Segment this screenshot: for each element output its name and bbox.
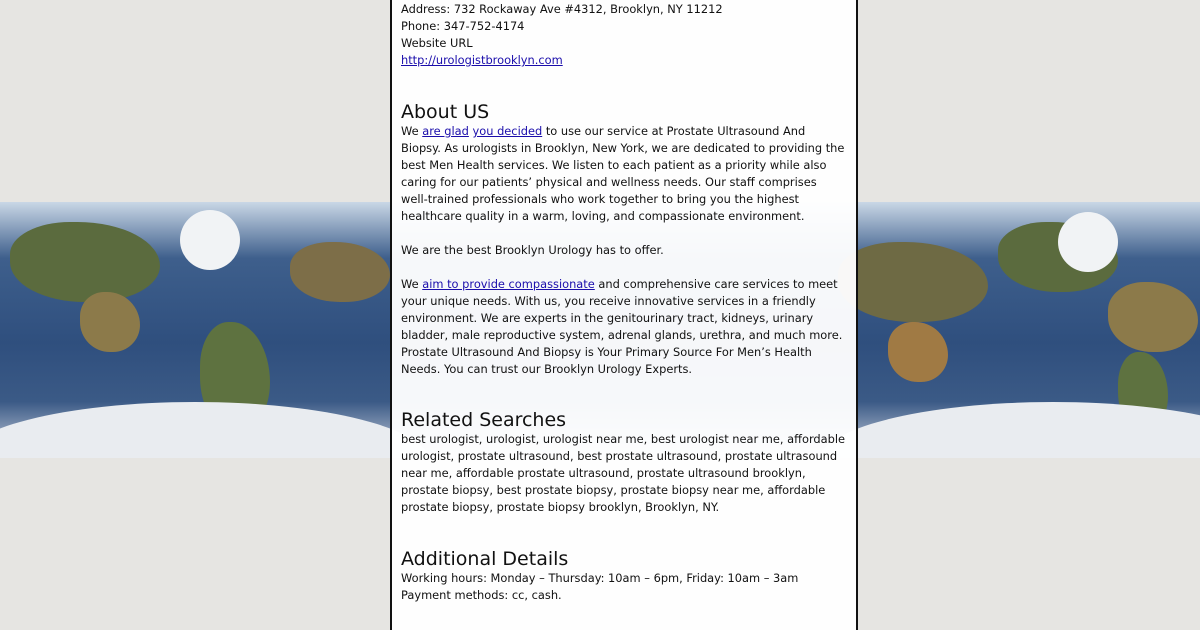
text-segment: We — [401, 277, 423, 291]
website-link[interactable]: http://urologistbrooklyn.com — [401, 53, 563, 67]
main-content-panel — [390, 0, 858, 630]
map-tile — [858, 202, 1200, 458]
are-glad-link[interactable]: are glad — [422, 124, 469, 138]
greenland-shape — [1058, 212, 1118, 272]
additional-details-heading: Additional Details — [401, 548, 569, 570]
landmass — [290, 242, 390, 302]
text-segment: to use our service at Prostate Ultrasound And Biopsy. As urologists in Brooklyn, New York, we are dedicated to providing the best Men Health services. We listen to each patient as a priority while also caring for our patients’ physical and wellness needs. Our staff comprises well-trained professionals who work together to bring you the highest healthcare quality in a warm, loving, and compassionate environment. — [401, 124, 845, 223]
landmass — [1108, 282, 1198, 352]
landmass — [888, 322, 948, 382]
related-searches-heading: Related Searches — [401, 409, 567, 431]
map-tile — [0, 202, 390, 458]
antarctica-shape — [818, 402, 1200, 458]
about-paragraph-3 — [401, 276, 847, 344]
text-segment: We — [401, 124, 423, 138]
phone-text: Phone: 347-752-4174 — [401, 19, 525, 33]
related-searches-text: best urologist, urologist, urologist near me, best urologist near me, affordable urologist, prostate ultrasound, best prostate ultrasound, prostate ultrasound near me, affordable prostate ultrasound, prostate ultrasound brooklyn, prostate biopsy, best prostate biopsy, prostate biopsy near me, affordable prostate biopsy, prostate biopsy brooklyn, Brooklyn, NY. — [401, 432, 846, 514]
payment-methods-text: Payment methods: cc, cash. — [401, 588, 562, 602]
landmass — [838, 242, 988, 322]
landmass — [80, 292, 140, 352]
about-paragraph-1 — [401, 123, 847, 225]
you-decided-link[interactable]: you decided — [472, 124, 543, 138]
about-heading: About US — [401, 101, 490, 123]
website-label: Website URL — [401, 36, 473, 50]
antarctica-shape — [0, 402, 430, 458]
address-text: Address: 732 Rockaway Ave #4312, Brooklyn, NY 11212 — [401, 2, 723, 16]
about-paragraph-4: Prostate Ultrasound And Biopsy is Your Primary Source For Men’s Health Needs. You can trust our Brooklyn Urology Experts. — [401, 345, 812, 376]
text-segment: and comprehensive care services to meet your unique needs. With us, you receive innovative services in a friendly environment. We are experts in the genitourinary tract, kidneys, urinary bladder, male reproductive system, adrenal glands, urethra, and much more. — [401, 277, 843, 342]
working-hours-text: Working hours: Monday – Thursday: 10am – 6pm, Friday: 10am – 3am — [401, 571, 799, 585]
aim-to-provide-link[interactable]: aim to provide compassionate — [422, 277, 595, 291]
landmass — [10, 222, 160, 302]
greenland-shape — [180, 210, 240, 270]
about-paragraph-2: We are the best Brooklyn Urology has to offer. — [401, 243, 664, 257]
